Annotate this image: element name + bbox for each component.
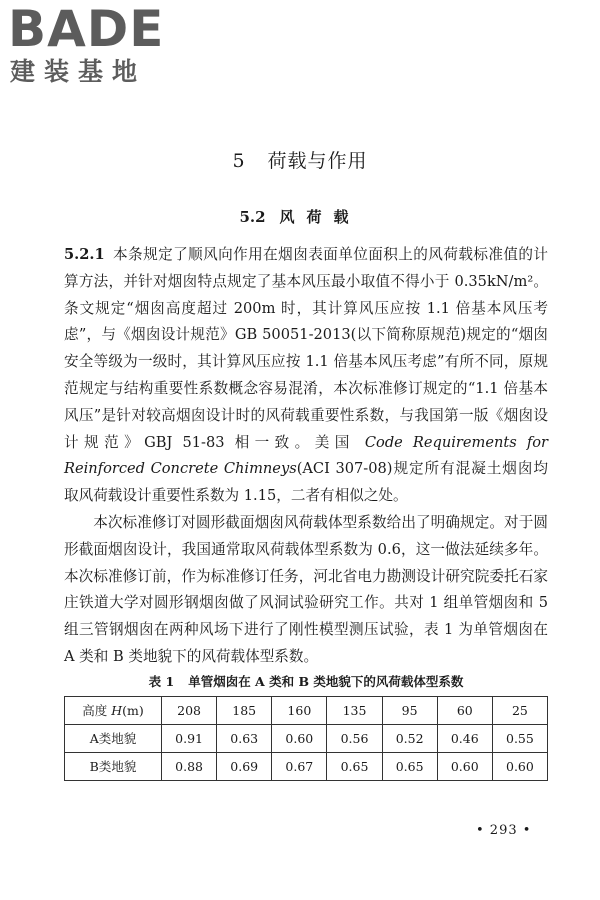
- table-cell: 0.65: [327, 752, 382, 780]
- table-caption: [64, 672, 548, 692]
- table-cell: 0.88: [162, 752, 217, 780]
- bade-logo: [8, 0, 165, 86]
- table-header-cell: 135: [327, 696, 382, 724]
- table-row-label: B类地貌: [65, 752, 162, 780]
- table-cell: 0.60: [272, 724, 327, 752]
- section-heading: [0, 206, 600, 227]
- section-number: 5.2: [239, 208, 266, 226]
- table-cell: 0.67: [272, 752, 327, 780]
- table-header-cell: 160: [272, 696, 327, 724]
- clause-text-b: (ACI 307-08)规定所有混凝土烟囱均取风荷载设计重要性系数为 1.15，二者有相似之处。: [64, 460, 549, 505]
- table-cell: 0.63: [217, 724, 272, 752]
- table-header-cell: 95: [382, 696, 437, 724]
- clause-paragraph-2: 本次标准修订对圆形截面烟囱风荷载体型系数给出了明确规定。对于圆形截面烟囱设计，我国通常取风荷载体型系数为 0.6，这一做法延续多年。本次标准修订前，作为标准修订任务，河北省电力勘测设计研究院委托石家庄铁道大学对圆形钢烟囱做了风洞试验研究工作。共对 1 组单管烟囱和 5 组三管钢烟囱在两种风场下进行了刚性模型测压试验，表 1 为单管烟囱在 A 类和 B 类地貌下的风荷载体型系数。: [64, 513, 548, 665]
- chapter-title: 荷载与作用: [267, 150, 368, 172]
- section-title: 风荷载: [279, 208, 361, 226]
- clause-paragraph-1: [64, 242, 548, 510]
- table-cell: 0.52: [382, 724, 437, 752]
- table-caption-number: 表 1: [148, 673, 175, 689]
- chapter-number: 5: [232, 150, 246, 172]
- table-cell: 0.60: [437, 752, 492, 780]
- table-row: [65, 752, 548, 780]
- table-header-label: 高度 H(m): [65, 696, 162, 724]
- clause-text-a: 本条规定了顺风向作用在烟囱表面单位面积上的风荷载标准值的计算方法，并针对烟囱特点规定了基本风压最小取值不得小于 0.35kN/m²。条文规定“烟囱高度超过 200m 时，其计算风压应按 1.1 倍基本风压考虑”，与《烟囱设计规范》GB 50051-2013(以下简称原规范)规定的“烟囱安全等级为一级时，其计算风压应按 1.1 倍基本风压考虑”有所不同，原规范规定与结构重要性系数概念容易混淆，本次标准修订规定的“1.1 倍基本风压”是针对较高烟囱设计时的风荷载重要性系数，与我国第一版《烟囱设计规范》GBJ 51-83 相一致。美国: [64, 246, 548, 451]
- table-header-row: [65, 696, 548, 724]
- table-caption-text: 单管烟囱在 A 类和 B 类地貌下的风荷载体型系数: [188, 673, 464, 689]
- table-cell: 0.56: [327, 724, 382, 752]
- table-cell: 0.46: [437, 724, 492, 752]
- table-cell: 0.69: [217, 752, 272, 780]
- logo-subtitle: 建装基地: [10, 57, 147, 86]
- clause-text-italic: Code Requirements for Reinforced Concrete Chimneys: [64, 433, 548, 478]
- logo-wordmark: BADE: [8, 0, 165, 58]
- table-header-cell: 60: [437, 696, 492, 724]
- table-cell: 0.65: [382, 752, 437, 780]
- page-number: • 293 •: [476, 823, 532, 838]
- chapter-heading: [0, 146, 600, 173]
- table-cell: 0.91: [162, 724, 217, 752]
- table-header-cell: 185: [217, 696, 272, 724]
- main-content: [64, 242, 548, 781]
- table-header-cell: 208: [162, 696, 217, 724]
- table-header-cell: 25: [492, 696, 547, 724]
- table-cell: 0.55: [492, 724, 547, 752]
- table-row-label: A类地貌: [65, 724, 162, 752]
- shape-coefficient-table: [64, 696, 548, 781]
- table-cell: 0.60: [492, 752, 547, 780]
- clause-number: 5.2.1: [64, 246, 105, 263]
- table-row: [65, 724, 548, 752]
